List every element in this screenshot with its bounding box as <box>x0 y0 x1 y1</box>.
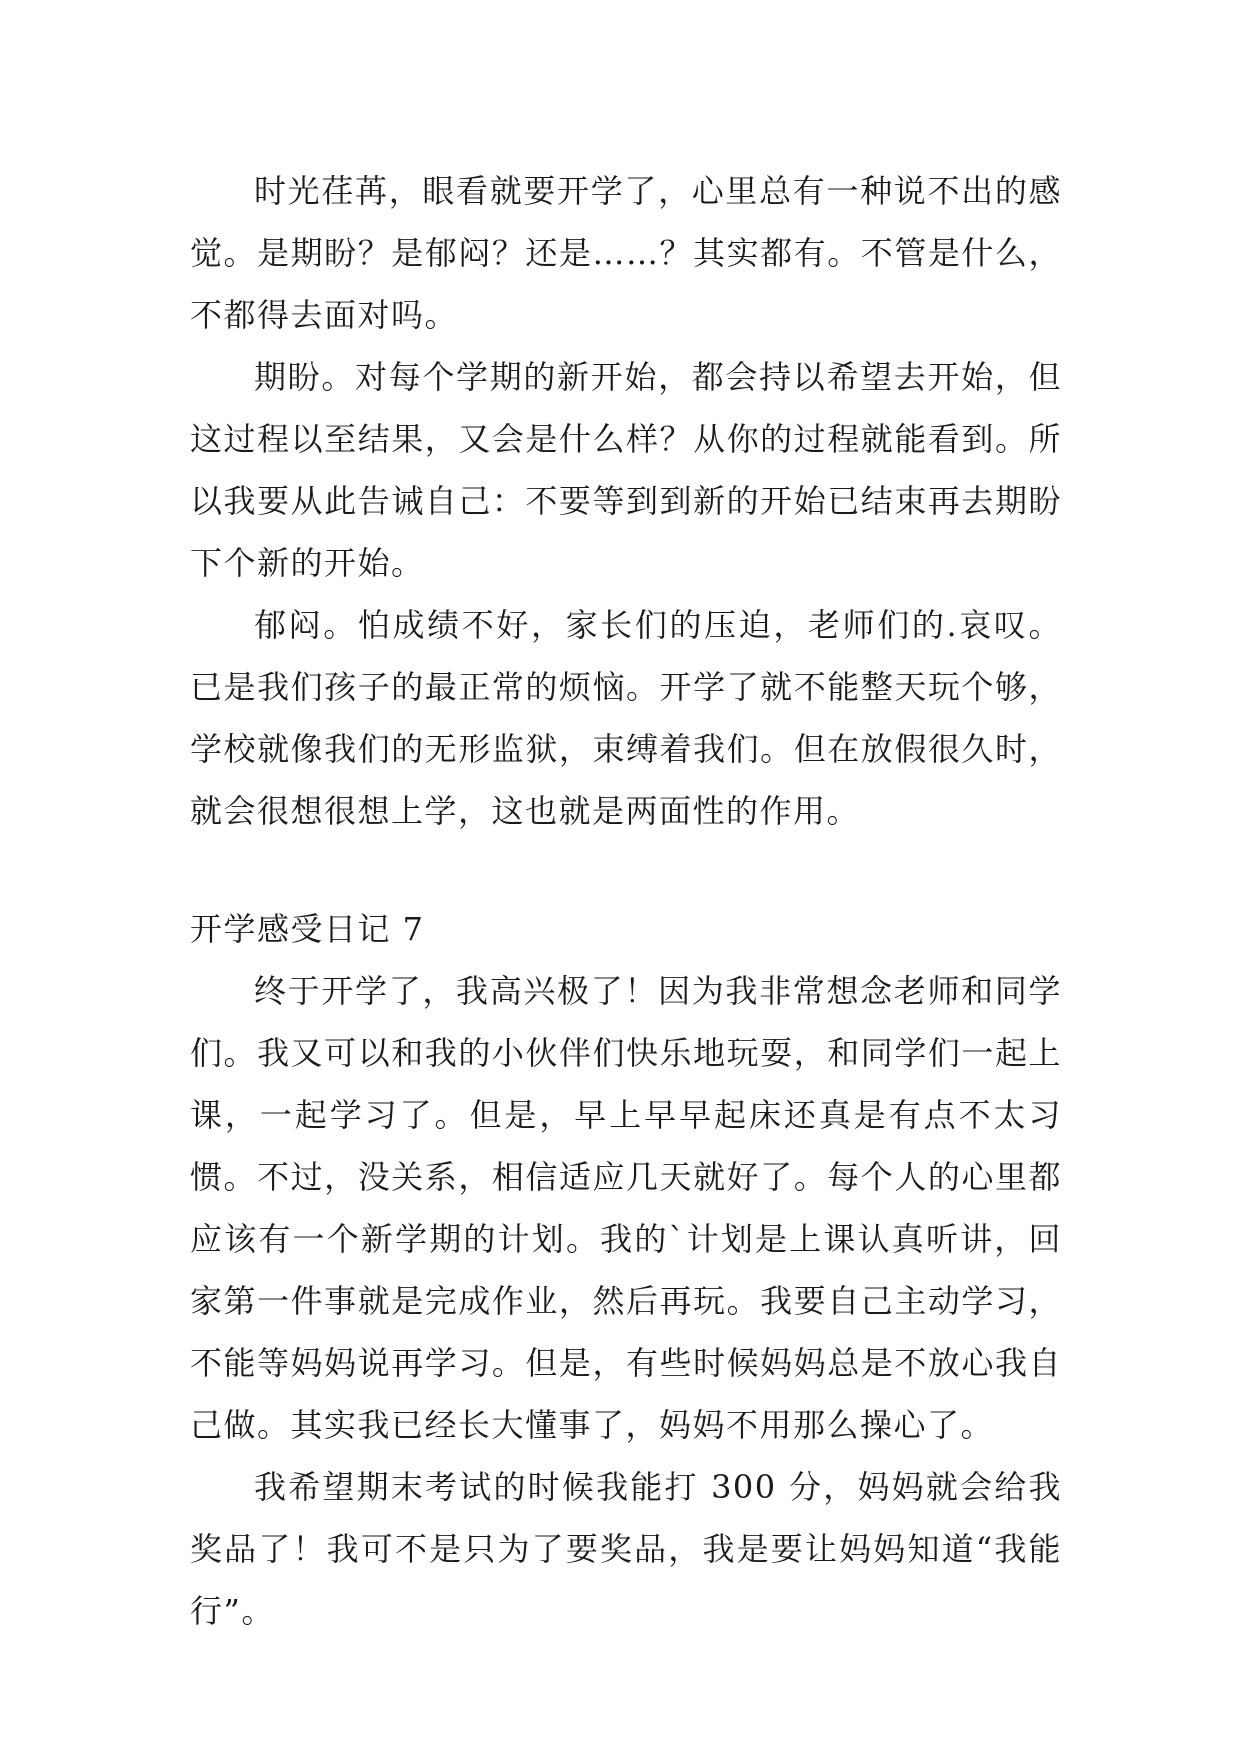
paragraph-hope: 我希望期末考试的时候我能打 300 分，妈妈就会给我奖品了！我可不是只为了要奖品，我是要让妈妈知道“我能行”。 <box>190 1468 1062 1630</box>
document-page <box>190 160 1062 1642</box>
section-heading: 开学感受日记 7 <box>190 910 425 948</box>
paragraph-school-start: 终于开学了，我高兴极了！因为我非常想念老师和同学们。我又可以和我的小伙伴们快乐地玩耍，和同学们一起上课，一起学习了。但是，早上早早起床还真是有点不太习惯。不过，没关系，相信适应几天就好了。每个人的心里都应该有一个新学期的计划。我的`计划是上课认真听讲，回家第一件事就是完成作业，然后再玩。我要自己主动学习，不能等妈妈说再学习。但是，有些时候妈妈总是不放心我自己做。其实我已经长大懂事了，妈妈不用那么操心了。 <box>190 972 1062 1444</box>
paragraph-anticipation: 期盼。对每个学期的新开始，都会持以希望去开始，但这过程以至结果，又会是什么样？从你的过程就能看到。所以我要从此告诫自己：不要等到到新的开始已结束再去期盼下个新的开始。 <box>190 358 1062 582</box>
paragraph-intro: 时光荏苒，眼看就要开学了，心里总有一种说不出的感觉。是期盼？是郁闷？还是……？其实都有。不管是什么，不都得去面对吗。 <box>190 172 1062 334</box>
paragraph-gloom: 郁闷。怕成绩不好，家长们的压迫，老师们的.哀叹。已是我们孩子的最正常的烦恼。开学了就不能整天玩个够，学校就像我们的无形监狱，束缚着我们。但在放假很久时，就会很想很想上学，这也就是两面性的作用。 <box>190 606 1062 830</box>
